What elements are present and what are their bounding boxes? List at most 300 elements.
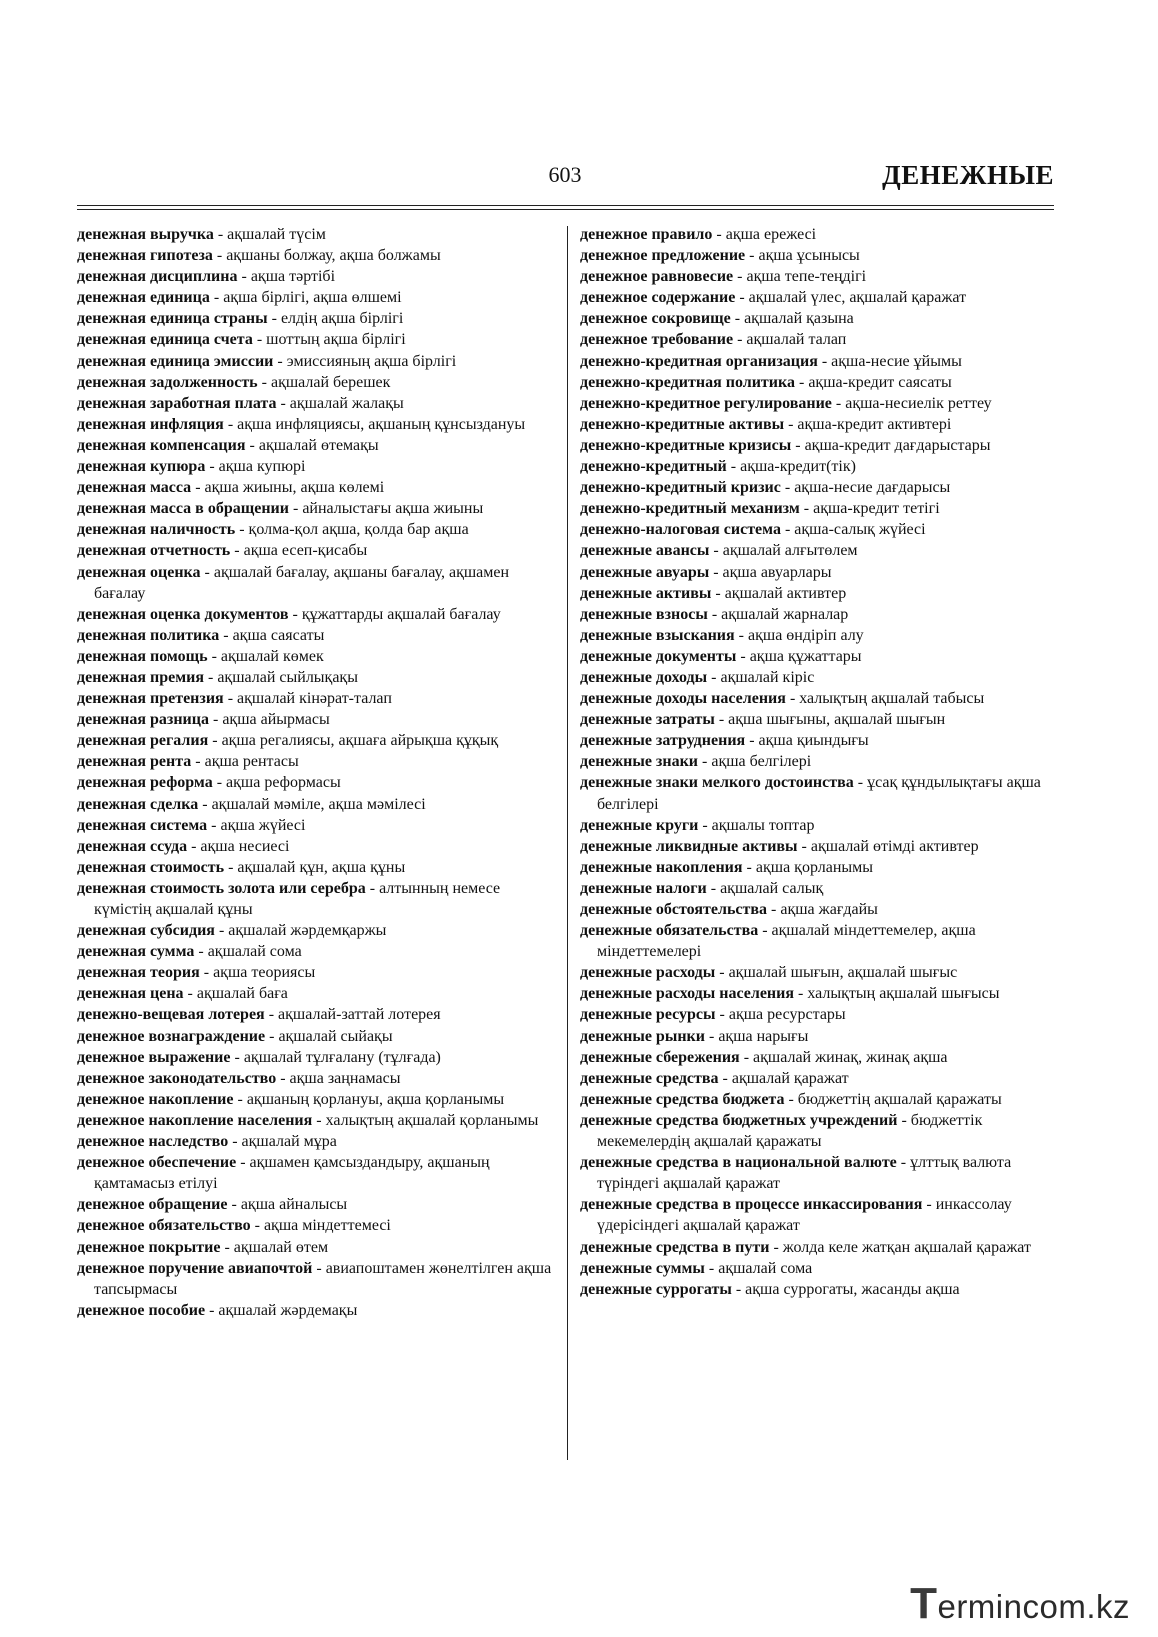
dictionary-entry xyxy=(77,857,555,878)
dictionary-entry xyxy=(77,562,555,604)
entry-separator: - xyxy=(896,1154,911,1172)
dictionary-entry xyxy=(77,730,555,751)
entry-definition: ақша нарығы xyxy=(718,1027,809,1045)
entry-term: денежная цена xyxy=(77,985,184,1003)
entry-separator: - xyxy=(745,732,759,750)
entry-term: денежные средства в национальной валюте xyxy=(580,1154,897,1172)
dictionary-entry xyxy=(580,435,1060,456)
entry-separator: - xyxy=(191,753,205,771)
entry-separator: - xyxy=(230,542,244,560)
dictionary-entry xyxy=(580,983,1060,1004)
entry-term: денежная помощь xyxy=(77,647,208,665)
entry-definition: ақша реформасы xyxy=(226,774,341,792)
entry-separator: - xyxy=(267,310,281,328)
entry-term: денежные налоги xyxy=(580,879,707,897)
entry-separator: - xyxy=(212,774,227,792)
entry-separator: - xyxy=(797,837,811,855)
left-column xyxy=(77,224,555,1321)
dictionary-entry xyxy=(580,836,1060,857)
dictionary-entry xyxy=(77,1089,555,1110)
dictionary-entry xyxy=(77,1068,555,1089)
dictionary-entry xyxy=(77,1047,555,1068)
entry-definition: ақша жиыны, ақша көлемі xyxy=(204,479,385,497)
entry-definition: құжаттарды ақшалай бағалау xyxy=(301,605,501,623)
entry-term: денежное обязательство xyxy=(77,1217,251,1235)
entry-definition: ақшалай сыйлықақы xyxy=(217,668,358,686)
entry-separator: - xyxy=(736,647,750,665)
entry-separator: - xyxy=(769,1238,783,1256)
entry-definition: ақшалай үлес, ақшалай қаражат xyxy=(748,289,967,307)
entry-term: денежные расходы населения xyxy=(580,985,795,1003)
entry-term: денежная сделка xyxy=(77,795,199,813)
dictionary-entry xyxy=(77,836,555,857)
entry-separator: - xyxy=(780,521,795,539)
entry-separator: - xyxy=(213,226,228,243)
dictionary-entry xyxy=(580,962,1060,983)
entry-definition: ақшалы топтар xyxy=(711,816,815,834)
entry-separator: - xyxy=(780,479,795,497)
dictionary-entry xyxy=(77,393,555,414)
entry-separator: - xyxy=(257,373,271,391)
entry-separator: - xyxy=(784,415,798,433)
dictionary-entry xyxy=(77,540,555,561)
entry-separator: - xyxy=(191,479,205,497)
entry-term: денежная масса xyxy=(77,479,192,497)
entry-term: денежные взыскания xyxy=(580,626,735,644)
entry-separator: - xyxy=(698,753,712,771)
entry-definition: авиапоштамен жөнелтілген ақша тапсырмасы xyxy=(94,1259,552,1298)
entry-definition: ақшалай салық xyxy=(720,879,824,897)
dictionary-entry xyxy=(580,857,1060,878)
entry-term: денежная оценка документов xyxy=(77,605,289,623)
entry-definition: ақша-кредит тетігі xyxy=(813,500,940,518)
entry-term: денежная стоимость золота или серебра xyxy=(77,879,366,897)
entry-definition: ақшалай сома xyxy=(718,1259,813,1277)
dictionary-entry xyxy=(77,1258,555,1300)
entry-separator: - xyxy=(276,1069,290,1087)
entry-term: денежные суррогаты xyxy=(580,1280,732,1298)
entry-term: денежные средства бюджета xyxy=(580,1090,785,1108)
entry-definition: ақшалай міндеттемелер, ақша міндеттемелері xyxy=(597,922,976,961)
entry-separator: - xyxy=(712,226,726,243)
dictionary-entry xyxy=(580,815,1060,836)
dictionary-entry xyxy=(77,772,555,793)
dictionary-entry xyxy=(580,751,1060,772)
entry-separator: - xyxy=(794,985,808,1003)
entry-separator: - xyxy=(739,1048,754,1066)
entry-definition: ақшалай түсім xyxy=(227,226,326,243)
entry-term: денежное правило xyxy=(580,226,713,243)
entry-separator: - xyxy=(227,1196,241,1214)
entry-separator: - xyxy=(733,331,747,349)
entry-definition: ақшалай шығын, ақшалай шығыс xyxy=(728,964,958,982)
entry-term: денежные средства xyxy=(580,1069,719,1087)
entry-definition: ақшалай қаражат xyxy=(731,1069,849,1087)
entry-definition: ақшалай алғытөлем xyxy=(722,542,858,560)
entry-separator: - xyxy=(706,879,721,897)
dictionary-entry xyxy=(580,1110,1060,1152)
entry-term: денежное законодательство xyxy=(77,1069,277,1087)
entry-definition: ақша айналысы xyxy=(240,1196,348,1214)
entry-separator: - xyxy=(365,879,380,897)
entry-definition: ақшалай көмек xyxy=(220,647,324,665)
entry-term: денежно-кредитная организация xyxy=(580,352,818,370)
entry-definition: ақша айырмасы xyxy=(222,711,330,729)
dictionary-entry xyxy=(580,393,1060,414)
entry-term: денежные знаки мелкого достоинства xyxy=(580,774,854,792)
entry-definition: ақша ресурстары xyxy=(728,1006,846,1024)
entry-definition: ақша белгілері xyxy=(711,753,812,771)
entry-separator: - xyxy=(922,1196,936,1214)
entry-term: денежные ликвидные активы xyxy=(580,837,798,855)
entry-term: денежные круги xyxy=(580,816,699,834)
entry-separator: - xyxy=(198,795,212,813)
entry-separator: - xyxy=(187,837,201,855)
entry-term: денежные расходы xyxy=(580,964,716,982)
entry-separator: - xyxy=(288,605,302,623)
entry-definition: ақша заңнамасы xyxy=(289,1069,401,1087)
entry-term: денежная купюра xyxy=(77,458,206,476)
dictionary-entry xyxy=(580,1068,1060,1089)
entry-separator: - xyxy=(205,458,219,476)
entry-term: денежное выражение xyxy=(77,1048,231,1066)
entry-definition: ақша-кредит(тік) xyxy=(740,458,856,476)
entry-definition: ақша есеп-қисабы xyxy=(243,542,368,560)
entry-term: денежное обращение xyxy=(77,1196,228,1214)
entry-separator: - xyxy=(709,563,723,581)
dictionary-entry xyxy=(77,329,555,350)
entry-term: денежная теория xyxy=(77,964,200,982)
dictionary-entry xyxy=(580,1258,1060,1279)
entry-separator: - xyxy=(707,605,722,623)
entry-term: денежная инфляция xyxy=(77,415,224,433)
dictionary-entry xyxy=(580,625,1060,646)
entry-separator: - xyxy=(264,1006,279,1024)
entry-term: денежные документы xyxy=(580,647,737,665)
header-rule-top xyxy=(77,205,1054,206)
dictionary-entry xyxy=(580,372,1060,393)
entry-separator: - xyxy=(265,1027,279,1045)
entry-separator: - xyxy=(194,943,208,961)
entry-definition: алтынның немесе күмістің ақшалай құны xyxy=(94,879,501,918)
entry-separator: - xyxy=(767,901,781,918)
entry-definition: ақшалай сыйақы xyxy=(278,1027,393,1045)
dictionary-entry xyxy=(580,245,1060,266)
dictionary-entry xyxy=(77,1300,555,1321)
dictionary-entry xyxy=(77,456,555,477)
entry-separator: - xyxy=(200,563,214,581)
dictionary-entry xyxy=(77,709,555,730)
entry-term: денежное наследство xyxy=(77,1133,229,1151)
dictionary-entry xyxy=(580,604,1060,625)
dictionary-entry xyxy=(77,287,555,308)
dictionary-entry xyxy=(580,646,1060,667)
entry-definition: ақшалай талап xyxy=(746,331,847,349)
entry-term: денежное сокровище xyxy=(580,310,731,328)
entry-definition: ұлттық валюта түріндегі ақшалай қаражат xyxy=(597,1154,1012,1193)
entry-definition: ақшалай өтем xyxy=(233,1238,329,1256)
dictionary-entry xyxy=(77,351,555,372)
entry-definition: айналыстағы ақша жиыны xyxy=(302,500,484,518)
entry-term: денежная субсидия xyxy=(77,922,215,940)
entry-definition: эмиссияның ақша бірлігі xyxy=(286,352,457,370)
entry-definition: ақша инфляциясы, ақшаның құнсыздануы xyxy=(237,415,526,433)
entry-term: денежно-налоговая система xyxy=(580,521,781,539)
dictionary-entry xyxy=(77,372,555,393)
dictionary-entry xyxy=(77,498,555,519)
entry-term: денежные знаки xyxy=(580,753,699,771)
entry-definition: ақша тепе-теңдігі xyxy=(746,268,867,286)
entry-separator: - xyxy=(224,858,238,876)
entry-separator: - xyxy=(794,373,809,391)
dictionary-entry xyxy=(77,224,555,245)
entry-definition: шоттың ақша бірлігі xyxy=(266,331,406,349)
entry-term: денежная рента xyxy=(77,753,192,771)
entry-separator: - xyxy=(799,500,814,518)
entry-definition: ұсақ құндылықтағы ақша белгілері xyxy=(597,774,1041,813)
entry-separator: - xyxy=(288,500,303,518)
dictionary-entry xyxy=(77,519,555,540)
dictionary-entry xyxy=(580,772,1060,814)
entry-separator: - xyxy=(250,1217,264,1235)
entry-definition: жолда келе жатқан ақшалай қаражат xyxy=(782,1238,1031,1256)
entry-separator: - xyxy=(735,289,749,307)
entry-separator: - xyxy=(237,268,251,286)
entry-term: денежные обстоятельства xyxy=(580,901,768,918)
entry-separator: - xyxy=(207,816,221,834)
entry-term: денежное обеспечение xyxy=(77,1154,237,1172)
dictionary-entry xyxy=(580,667,1060,688)
entry-definition: ақша-кредит дағдарыстары xyxy=(804,436,991,454)
dictionary-entry xyxy=(580,583,1060,604)
entry-separator: - xyxy=(718,1069,732,1087)
entry-definition: бюджеттің ақшалай қаражаты xyxy=(797,1090,1002,1108)
dictionary-entry xyxy=(77,688,555,709)
entry-definition: ақша ұсынысы xyxy=(758,247,860,265)
entry-definition: ақша қиындығы xyxy=(758,732,869,750)
entry-term: денежные средства в пути xyxy=(580,1238,770,1256)
entry-term: денежная стоимость xyxy=(77,858,225,876)
entry-term: денежные авуары xyxy=(580,563,710,581)
entry-separator: - xyxy=(726,458,741,476)
entry-term: денежная отчетность xyxy=(77,542,231,560)
right-column xyxy=(580,224,1060,1300)
page-number: 603 xyxy=(548,162,582,187)
entry-definition: ақша-несиелік реттеу xyxy=(845,394,992,412)
entry-definition: ақшалай бағалау, ақшаны бағалау, ақшамен бағалау xyxy=(94,563,510,602)
entry-definition: ақшалай тұлғалану (тұлғада) xyxy=(243,1048,441,1066)
dictionary-entry xyxy=(77,308,555,329)
entry-term: денежно-кредитная политика xyxy=(580,373,795,391)
entry-separator: - xyxy=(183,985,197,1003)
dictionary-entry xyxy=(77,962,555,983)
entry-definition: ақшалай мұра xyxy=(241,1133,337,1151)
dictionary-entry xyxy=(580,519,1060,540)
entry-term: денежно-кредитный xyxy=(580,458,727,476)
entry-separator: - xyxy=(252,331,267,349)
dictionary-entry xyxy=(77,646,555,667)
entry-definition: ақша жағдайы xyxy=(780,901,878,918)
entry-separator: - xyxy=(203,668,218,686)
dictionary-entry xyxy=(77,414,555,435)
entry-definition: ақша купюрі xyxy=(218,458,306,476)
entry-separator: - xyxy=(228,1133,242,1151)
entry-term: денежное требование xyxy=(580,331,734,349)
entry-definition: ақшалай жарналар xyxy=(721,605,849,623)
entry-separator: - xyxy=(831,394,846,412)
dictionary-entry xyxy=(580,540,1060,561)
dictionary-entry xyxy=(77,794,555,815)
entry-separator: - xyxy=(698,816,712,834)
entry-definition: ақшаны болжау, ақша болжамы xyxy=(226,247,441,265)
entry-term: денежная ссуда xyxy=(77,837,188,855)
entry-separator: - xyxy=(245,436,259,454)
entry-term: денежная политика xyxy=(77,626,220,644)
entry-term: денежная гипотеза xyxy=(77,247,213,265)
entry-term: денежные затраты xyxy=(580,711,715,729)
entry-separator: - xyxy=(233,1090,247,1108)
dictionary-entry xyxy=(580,224,1060,245)
entry-definition: ақша өндіріп алу xyxy=(748,626,864,644)
entry-separator: - xyxy=(230,1048,244,1066)
dictionary-entry xyxy=(77,751,555,772)
logo-initial: T xyxy=(910,1579,938,1628)
entry-term: денежные рынки xyxy=(580,1027,705,1045)
dictionary-entry xyxy=(77,1004,555,1025)
watermark-logo xyxy=(910,1579,1130,1629)
dictionary-entry xyxy=(580,562,1060,583)
entry-separator: - xyxy=(207,647,221,665)
entry-term: денежно-кредитный кризис xyxy=(580,479,781,497)
entry-term: денежная единица страны xyxy=(77,310,268,328)
entry-definition: ақшалай жинақ, жинақ ақша xyxy=(753,1048,948,1066)
logo-text: ermincom.kz xyxy=(937,1588,1130,1625)
entry-separator: - xyxy=(208,732,222,750)
entry-term: денежное предложение xyxy=(580,247,746,265)
dictionary-entry xyxy=(77,1194,555,1215)
dictionary-entry xyxy=(77,983,555,1004)
entry-term: денежная премия xyxy=(77,668,204,686)
dictionary-entry xyxy=(580,1026,1060,1047)
dictionary-entry xyxy=(77,435,555,456)
entry-separator: - xyxy=(214,922,229,940)
entry-definition: ақша теориясы xyxy=(213,964,316,982)
dictionary-entry xyxy=(580,1237,1060,1258)
entry-term: денежная компенсация xyxy=(77,436,246,454)
dictionary-entry xyxy=(580,920,1060,962)
entry-separator: - xyxy=(276,394,290,412)
entry-term: денежные средства бюджетных учреждений xyxy=(580,1111,898,1129)
entry-definition: ақша-несие дағдарысы xyxy=(794,479,951,497)
dictionary-entry xyxy=(580,456,1060,477)
entry-term: денежные сбережения xyxy=(580,1048,740,1066)
entry-definition: ақша-несие ұйымы xyxy=(831,352,962,370)
entry-definition: ақшалай мәміле, ақша мәмілесі xyxy=(211,795,426,813)
entry-term: денежная разница xyxy=(77,711,209,729)
entry-separator: - xyxy=(212,247,227,265)
dictionary-entry xyxy=(580,1089,1060,1110)
dictionary-entry xyxy=(77,625,555,646)
entry-separator: - xyxy=(205,1301,219,1319)
dictionary-entry xyxy=(77,1110,555,1131)
entry-separator: - xyxy=(704,1027,719,1045)
entry-definition: ақша-кредит саясаты xyxy=(808,373,952,391)
entry-separator: - xyxy=(223,415,238,433)
dictionary-entry xyxy=(77,941,555,962)
entry-definition: ақшалай кінәрат-талап xyxy=(237,690,392,708)
entry-term: денежная реформа xyxy=(77,774,213,792)
entry-term: денежная задолженность xyxy=(77,373,258,391)
dictionary-entry xyxy=(580,878,1060,899)
entry-definition: ақша регалиясы, ақшаға айрықша құқық xyxy=(221,732,499,750)
entry-separator: - xyxy=(312,1111,326,1129)
entry-separator: - xyxy=(220,1238,234,1256)
entry-definition: халықтың ақшалай табысы xyxy=(799,690,985,708)
entry-definition: ақша міндеттемесі xyxy=(263,1217,391,1235)
entry-definition: ақшалай жалақы xyxy=(289,394,404,412)
entry-term: денежная сумма xyxy=(77,943,195,961)
entry-term: денежная дисциплина xyxy=(77,268,238,286)
entry-separator: - xyxy=(711,584,725,602)
entry-term: денежное накопление населения xyxy=(77,1111,313,1129)
entry-definition: ақша авуарлары xyxy=(722,563,832,581)
entry-separator: - xyxy=(734,626,748,644)
entry-definition: ақша қорланымы xyxy=(755,858,874,876)
entry-term: денежные ресурсы xyxy=(580,1006,716,1024)
dictionary-entry xyxy=(580,899,1060,920)
dictionary-entry xyxy=(580,351,1060,372)
entry-separator: - xyxy=(785,690,800,708)
entry-separator: - xyxy=(707,668,721,686)
entry-separator: - xyxy=(235,521,249,539)
entry-term: денежные доходы населения xyxy=(580,690,786,708)
dictionary-entry xyxy=(580,1194,1060,1236)
entry-separator: - xyxy=(273,352,287,370)
entry-definition: ақша тәртібі xyxy=(250,268,336,286)
entry-separator: - xyxy=(742,858,756,876)
dictionary-entry xyxy=(77,266,555,287)
entry-definition: ақша суррогаты, жасанды ақша xyxy=(745,1280,960,1298)
entry-term: денежные взносы xyxy=(580,605,708,623)
entry-term: денежно-кредитное регулирование xyxy=(580,394,832,412)
entry-term: денежная оценка xyxy=(77,563,201,581)
entry-separator: - xyxy=(714,711,729,729)
entry-definition: ақша құжаттары xyxy=(749,647,862,665)
entry-separator: - xyxy=(791,436,805,454)
entry-definition: ақшамен қамсыздандыру, ақшаның қамтамасыз етілуі xyxy=(94,1154,490,1193)
entry-term: денежная система xyxy=(77,816,208,834)
entry-separator: - xyxy=(709,542,723,560)
running-head: ДЕНЕЖНЫЕ xyxy=(882,160,1054,190)
entry-term: денежная единица эмиссии xyxy=(77,352,274,370)
entry-definition: ақшалай құн, ақша құны xyxy=(237,858,406,876)
entry-term: денежная масса в обращении xyxy=(77,500,289,518)
entry-term: денежное покрытие xyxy=(77,1238,221,1256)
entry-term: денежные активы xyxy=(580,584,712,602)
entry-term: денежное пособие xyxy=(77,1301,206,1319)
entry-term: денежные суммы xyxy=(580,1259,705,1277)
entry-term: денежное содержание xyxy=(580,289,736,307)
entry-separator: - xyxy=(704,1259,719,1277)
entry-term: денежные авансы xyxy=(580,542,710,560)
dictionary-entry xyxy=(580,414,1060,435)
dictionary-entry xyxy=(580,498,1060,519)
entry-definition: ақшалай жәрдемақы xyxy=(218,1301,358,1319)
entry-definition: ақшалай өтемақы xyxy=(258,436,379,454)
entry-definition: ақша несиесі xyxy=(200,837,290,855)
entry-definition: ақшалай баға xyxy=(196,985,288,1003)
entry-definition: ақша-салық жүйесі xyxy=(794,521,926,539)
